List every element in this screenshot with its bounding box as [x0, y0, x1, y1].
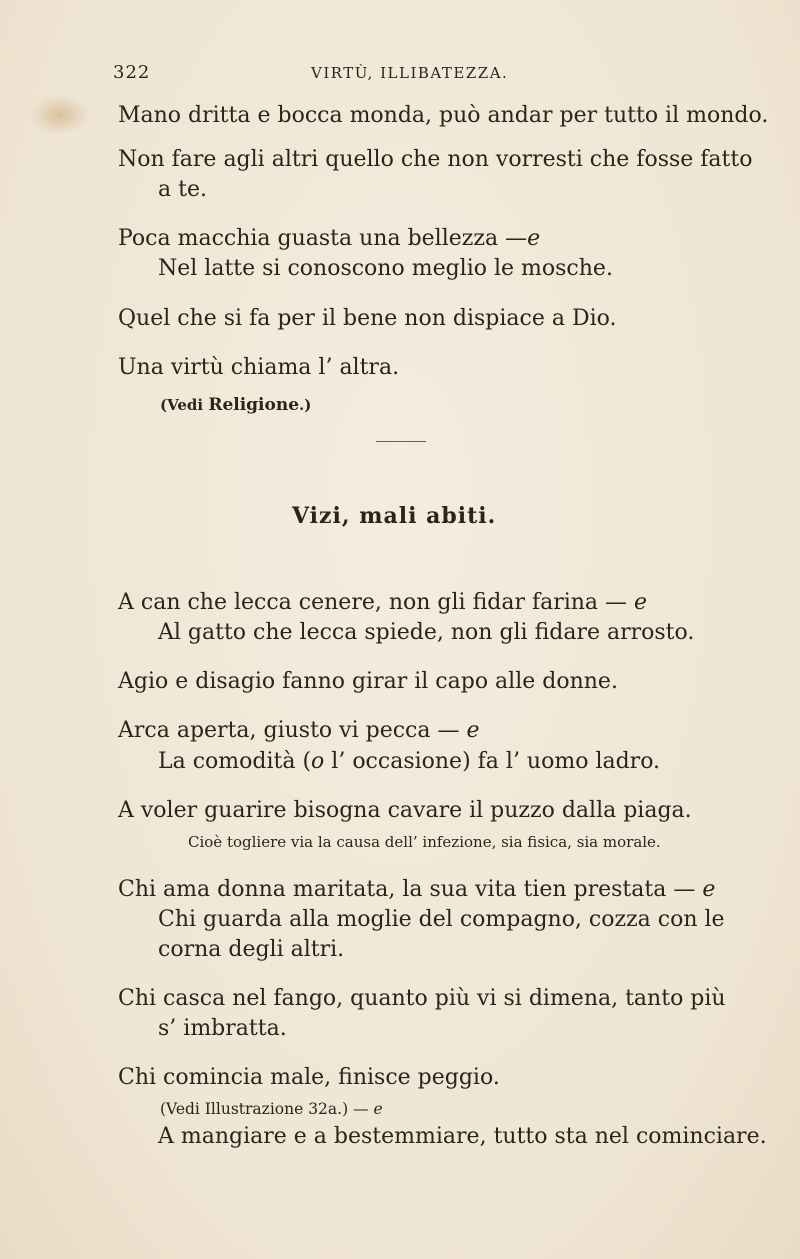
proverb-line	[118, 590, 647, 616]
proverb-text: l’ occasione) fa l’ uomo ladro.	[324, 749, 661, 774]
proverb-line: Agio e disagio fanno girar il capo alle donne.	[118, 669, 618, 694]
proverb-line: Una virtù chiama l’ altra.	[118, 355, 400, 380]
cross-reference-topic: Religione	[208, 395, 300, 415]
cross-reference-prefix: (Vedi	[160, 396, 209, 414]
cross-reference-text: (Vedi Illustrazione 32a.) —	[160, 1100, 369, 1118]
proverb-line: Nel latte si conoscono meglio le mosche.	[158, 256, 613, 281]
proverb-line: A voler guarire bisogna cavare il puzzo dalla piaga.	[118, 798, 692, 823]
conjunction-e: e	[634, 590, 648, 615]
page-number: 322	[113, 62, 151, 83]
section-divider	[376, 441, 426, 442]
conjunction-e: e	[466, 718, 480, 743]
page-header	[113, 62, 693, 86]
conjunction-e: e	[527, 226, 541, 251]
proverb-text: Chi ama donna maritata, la sua vita tien prestata —	[118, 877, 696, 902]
conjunction-e: e	[702, 877, 716, 902]
running-head: VIRTÙ, ILLIBATEZZA.	[311, 64, 509, 82]
conjunction-o: o	[311, 749, 325, 774]
proverb-line	[158, 749, 660, 775]
proverb-line	[118, 226, 540, 252]
cross-reference	[160, 392, 311, 418]
conjunction-e: e	[373, 1100, 383, 1118]
proverb-line: Chi guarda alla moglie del compagno, cozza con le	[158, 907, 725, 932]
proverb-line: Chi casca nel fango, quanto più vi si dimena, tanto più	[118, 986, 726, 1011]
cross-reference	[160, 1096, 383, 1122]
proverb-line: Chi comincia male, finisce peggio.	[118, 1065, 500, 1090]
proverb-line-continuation: corna degli altri.	[158, 937, 345, 962]
proverb-text: La comodità (	[158, 749, 312, 774]
proverb-line: Mano dritta e bocca monda, può andar per tutto il mondo.	[118, 103, 769, 128]
paper-stain	[30, 95, 90, 135]
proverb-line: Non fare agli altri quello che non vorresti che fosse fatto	[118, 147, 753, 172]
proverb-line-continuation: s’ imbratta.	[158, 1016, 287, 1041]
proverb-text: A can che lecca cenere, non gli fidar farina —	[118, 590, 628, 615]
proverb-line: Al gatto che lecca spiede, non gli fidare arrosto.	[158, 620, 695, 645]
proverb-line-continuation: a te.	[158, 177, 207, 202]
explanatory-note: Cioè togliere via la causa dell’ infezione, sia fisica, sia morale.	[188, 833, 661, 851]
proverb-text: Poca macchia guasta una bellezza —	[118, 226, 528, 251]
section-title: Vizi, mali abiti.	[292, 503, 497, 529]
proverb-line	[118, 718, 480, 744]
proverb-line	[118, 877, 715, 903]
proverb-line: Quel che si fa per il bene non dispiace a Dio.	[118, 306, 617, 331]
proverb-text: Arca aperta, giusto vi pecca —	[118, 718, 460, 743]
cross-reference-suffix: .)	[299, 396, 312, 414]
proverb-line: A mangiare e a bestemmiare, tutto sta nel cominciare.	[158, 1124, 767, 1149]
